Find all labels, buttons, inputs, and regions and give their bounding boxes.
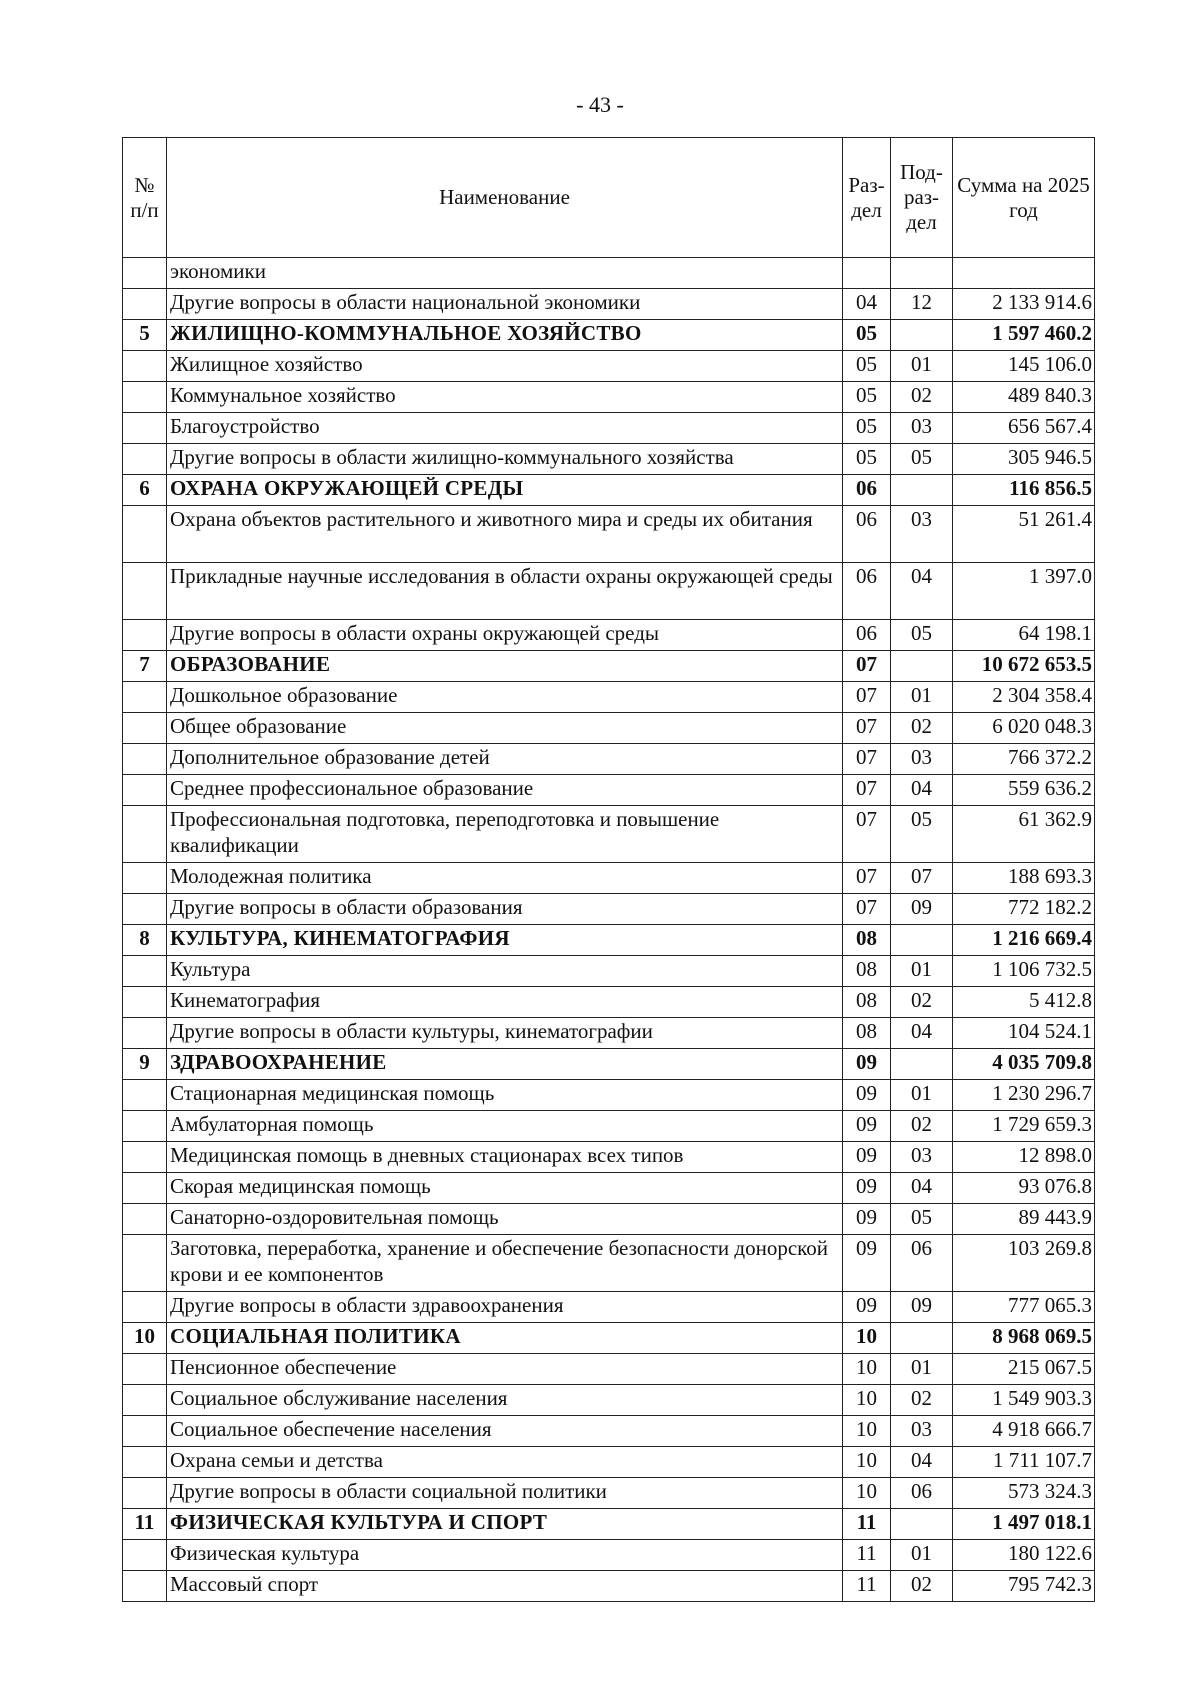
cell-name: Дополнительное образование детей	[167, 744, 843, 775]
cell-name: экономики	[167, 258, 843, 289]
section-row	[123, 1509, 1095, 1540]
table-row	[123, 806, 1095, 863]
cell-name: Социальное обеспечение населения	[167, 1416, 843, 1447]
cell-name: Охрана объектов растительного и животного мира и среды их обитания	[167, 506, 843, 563]
budget-table	[122, 137, 1095, 1602]
cell-razdel: 10	[843, 1385, 891, 1416]
cell-sum: 5 412.8	[953, 987, 1095, 1018]
cell-name: Социальное обслуживание населения	[167, 1385, 843, 1416]
cell-podrazdel: 05	[891, 620, 953, 651]
table-row	[123, 987, 1095, 1018]
cell-razdel	[843, 258, 891, 289]
cell-num	[123, 987, 167, 1018]
cell-num	[123, 258, 167, 289]
cell-name: Культура	[167, 956, 843, 987]
cell-podrazdel: 03	[891, 413, 953, 444]
cell-podrazdel: 09	[891, 894, 953, 925]
cell-podrazdel	[891, 1049, 953, 1080]
cell-razdel: 06	[843, 620, 891, 651]
cell-razdel: 09	[843, 1080, 891, 1111]
cell-podrazdel: 01	[891, 1080, 953, 1111]
table-row	[123, 1385, 1095, 1416]
table-row	[123, 289, 1095, 320]
cell-podrazdel	[891, 925, 953, 956]
cell-sum: 1 729 659.3	[953, 1111, 1095, 1142]
cell-razdel: 07	[843, 713, 891, 744]
cell-razdel: 04	[843, 289, 891, 320]
table-row	[123, 506, 1095, 563]
cell-sum: 1 216 669.4	[953, 925, 1095, 956]
table-header-row	[123, 138, 1095, 258]
table-row	[123, 894, 1095, 925]
cell-num	[123, 863, 167, 894]
section-row	[123, 1049, 1095, 1080]
cell-razdel: 10	[843, 1447, 891, 1478]
cell-name: Профессиональная подготовка, переподготовка и повышение квалификации	[167, 806, 843, 863]
header-sum: Сумма на 2025 год	[953, 138, 1095, 258]
cell-razdel: 06	[843, 475, 891, 506]
cell-name: Амбулаторная помощь	[167, 1111, 843, 1142]
cell-sum: 2 304 358.4	[953, 682, 1095, 713]
cell-name: ОХРАНА ОКРУЖАЮЩЕЙ СРЕДЫ	[167, 475, 843, 506]
cell-sum: 93 076.8	[953, 1173, 1095, 1204]
cell-name: Другие вопросы в области национальной экономики	[167, 289, 843, 320]
cell-name: Дошкольное образование	[167, 682, 843, 713]
cell-razdel: 07	[843, 775, 891, 806]
section-row	[123, 651, 1095, 682]
cell-name: Другие вопросы в области жилищно-коммунального хозяйства	[167, 444, 843, 475]
cell-podrazdel: 06	[891, 1478, 953, 1509]
cell-num	[123, 1416, 167, 1447]
cell-sum: 188 693.3	[953, 863, 1095, 894]
cell-num: 8	[123, 925, 167, 956]
cell-podrazdel: 12	[891, 289, 953, 320]
table-row	[123, 1416, 1095, 1447]
cell-podrazdel: 05	[891, 444, 953, 475]
cell-podrazdel: 01	[891, 1540, 953, 1571]
cell-podrazdel: 02	[891, 713, 953, 744]
cell-sum: 1 497 018.1	[953, 1509, 1095, 1540]
cell-num	[123, 713, 167, 744]
cell-sum: 10 672 653.5	[953, 651, 1095, 682]
cell-num	[123, 1354, 167, 1385]
table-row	[123, 1235, 1095, 1292]
cell-name: Жилищное хозяйство	[167, 351, 843, 382]
table-row	[123, 1018, 1095, 1049]
cell-name: ЖИЛИЩНО-КОММУНАЛЬНОЕ ХОЗЯЙСТВО	[167, 320, 843, 351]
cell-razdel: 07	[843, 894, 891, 925]
cell-podrazdel: 02	[891, 382, 953, 413]
cell-num: 11	[123, 1509, 167, 1540]
cell-num	[123, 1571, 167, 1602]
cell-podrazdel: 03	[891, 506, 953, 563]
cell-num	[123, 956, 167, 987]
cell-razdel: 10	[843, 1323, 891, 1354]
cell-name: ЗДРАВООХРАНЕНИЕ	[167, 1049, 843, 1080]
cell-sum: 116 856.5	[953, 475, 1095, 506]
cell-num	[123, 351, 167, 382]
cell-name: КУЛЬТУРА, КИНЕМАТОГРАФИЯ	[167, 925, 843, 956]
cell-podrazdel: 04	[891, 563, 953, 620]
cell-sum: 766 372.2	[953, 744, 1095, 775]
cell-sum: 51 261.4	[953, 506, 1095, 563]
section-row	[123, 1323, 1095, 1354]
table-row	[123, 1111, 1095, 1142]
cell-razdel: 08	[843, 925, 891, 956]
section-row	[123, 925, 1095, 956]
cell-sum: 772 182.2	[953, 894, 1095, 925]
table-row	[123, 1540, 1095, 1571]
table-row	[123, 1173, 1095, 1204]
table-row	[123, 620, 1095, 651]
cell-name: Другие вопросы в области охраны окружающей среды	[167, 620, 843, 651]
cell-sum: 2 133 914.6	[953, 289, 1095, 320]
cell-name: Молодежная политика	[167, 863, 843, 894]
table-row	[123, 744, 1095, 775]
cell-sum: 104 524.1	[953, 1018, 1095, 1049]
cell-num	[123, 1173, 167, 1204]
table-row	[123, 444, 1095, 475]
cell-razdel: 11	[843, 1571, 891, 1602]
cell-podrazdel: 02	[891, 987, 953, 1018]
cell-sum: 4 918 666.7	[953, 1416, 1095, 1447]
table-row	[123, 1571, 1095, 1602]
cell-num	[123, 1204, 167, 1235]
cell-podrazdel: 05	[891, 1204, 953, 1235]
cell-sum: 795 742.3	[953, 1571, 1095, 1602]
cell-name: Охрана семьи и детства	[167, 1447, 843, 1478]
cell-podrazdel	[891, 1323, 953, 1354]
cell-podrazdel: 07	[891, 863, 953, 894]
cell-name: Заготовка, переработка, хранение и обеспечение безопасности донорской крови и ее компонентов	[167, 1235, 843, 1292]
header-podrazdel: Под-раз-дел	[891, 138, 953, 258]
cell-razdel: 09	[843, 1142, 891, 1173]
cell-razdel: 06	[843, 506, 891, 563]
cell-podrazdel	[891, 320, 953, 351]
cell-num: 5	[123, 320, 167, 351]
cell-razdel: 09	[843, 1111, 891, 1142]
cell-num	[123, 413, 167, 444]
cell-podrazdel: 03	[891, 1142, 953, 1173]
table-row	[123, 1447, 1095, 1478]
cell-sum: 64 198.1	[953, 620, 1095, 651]
cell-podrazdel: 05	[891, 806, 953, 863]
cell-num	[123, 289, 167, 320]
cell-podrazdel	[891, 1509, 953, 1540]
table-row	[123, 1478, 1095, 1509]
cell-name: Кинематография	[167, 987, 843, 1018]
cell-sum: 103 269.8	[953, 1235, 1095, 1292]
cell-sum: 89 443.9	[953, 1204, 1095, 1235]
cell-sum: 1 397.0	[953, 563, 1095, 620]
cell-name: Физическая культура	[167, 1540, 843, 1571]
cell-num	[123, 1018, 167, 1049]
cell-razdel: 07	[843, 682, 891, 713]
cell-sum: 1 549 903.3	[953, 1385, 1095, 1416]
cell-num	[123, 1540, 167, 1571]
cell-name: ОБРАЗОВАНИЕ	[167, 651, 843, 682]
cell-name: Массовый спорт	[167, 1571, 843, 1602]
cell-razdel: 05	[843, 351, 891, 382]
cell-razdel: 09	[843, 1049, 891, 1080]
cell-podrazdel	[891, 258, 953, 289]
cell-razdel: 09	[843, 1292, 891, 1323]
cell-num: 10	[123, 1323, 167, 1354]
cell-sum: 777 065.3	[953, 1292, 1095, 1323]
cell-podrazdel: 04	[891, 1173, 953, 1204]
cell-razdel: 10	[843, 1354, 891, 1385]
cell-num: 6	[123, 475, 167, 506]
cell-num	[123, 775, 167, 806]
cell-razdel: 05	[843, 320, 891, 351]
cell-razdel: 08	[843, 987, 891, 1018]
cell-name: Среднее профессиональное образование	[167, 775, 843, 806]
cell-podrazdel: 09	[891, 1292, 953, 1323]
cell-num	[123, 620, 167, 651]
cell-sum: 656 567.4	[953, 413, 1095, 444]
table-row	[123, 563, 1095, 620]
table-row	[123, 351, 1095, 382]
cell-sum: 61 362.9	[953, 806, 1095, 863]
cell-razdel: 07	[843, 744, 891, 775]
page-number: - 43 -	[576, 92, 624, 117]
cell-num	[123, 506, 167, 563]
cell-sum: 305 946.5	[953, 444, 1095, 475]
cell-sum: 4 035 709.8	[953, 1049, 1095, 1080]
cell-name: СОЦИАЛЬНАЯ ПОЛИТИКА	[167, 1323, 843, 1354]
cell-name: Другие вопросы в области здравоохранения	[167, 1292, 843, 1323]
cell-razdel: 09	[843, 1235, 891, 1292]
cell-podrazdel: 04	[891, 775, 953, 806]
cell-sum	[953, 258, 1095, 289]
cell-podrazdel: 03	[891, 744, 953, 775]
cell-podrazdel: 01	[891, 956, 953, 987]
table-row	[123, 863, 1095, 894]
cell-razdel: 08	[843, 1018, 891, 1049]
cell-sum: 559 636.2	[953, 775, 1095, 806]
cell-num	[123, 563, 167, 620]
cell-sum: 1 597 460.2	[953, 320, 1095, 351]
cell-sum: 1 106 732.5	[953, 956, 1095, 987]
cell-podrazdel: 04	[891, 1018, 953, 1049]
cell-sum: 215 067.5	[953, 1354, 1095, 1385]
cell-sum: 573 324.3	[953, 1478, 1095, 1509]
cell-name: Скорая медицинская помощь	[167, 1173, 843, 1204]
header-razdel: Раз-дел	[843, 138, 891, 258]
table-row	[123, 1204, 1095, 1235]
cell-name: Пенсионное обеспечение	[167, 1354, 843, 1385]
cell-podrazdel: 06	[891, 1235, 953, 1292]
cell-sum: 1 230 296.7	[953, 1080, 1095, 1111]
cell-sum: 145 106.0	[953, 351, 1095, 382]
cell-sum: 1 711 107.7	[953, 1447, 1095, 1478]
table-row	[123, 713, 1095, 744]
cell-razdel: 05	[843, 382, 891, 413]
cell-podrazdel: 01	[891, 1354, 953, 1385]
cell-podrazdel	[891, 651, 953, 682]
cell-num	[123, 1292, 167, 1323]
table-row	[123, 682, 1095, 713]
cell-num	[123, 1111, 167, 1142]
cell-name: Прикладные научные исследования в области охраны окружающей среды	[167, 563, 843, 620]
table-row	[123, 956, 1095, 987]
cell-name: Другие вопросы в области социальной политики	[167, 1478, 843, 1509]
cell-num: 7	[123, 651, 167, 682]
cell-razdel: 11	[843, 1509, 891, 1540]
cell-razdel: 05	[843, 444, 891, 475]
cell-sum: 6 020 048.3	[953, 713, 1095, 744]
table-row	[123, 1142, 1095, 1173]
cell-num: 9	[123, 1049, 167, 1080]
cell-num	[123, 1142, 167, 1173]
cell-name: Стационарная медицинская помощь	[167, 1080, 843, 1111]
cell-razdel: 07	[843, 863, 891, 894]
header-num: № п/п	[123, 138, 167, 258]
cell-razdel: 10	[843, 1416, 891, 1447]
cell-podrazdel: 03	[891, 1416, 953, 1447]
cell-num	[123, 682, 167, 713]
table-row	[123, 1292, 1095, 1323]
cell-sum: 180 122.6	[953, 1540, 1095, 1571]
cell-sum: 12 898.0	[953, 1142, 1095, 1173]
cell-razdel: 06	[843, 563, 891, 620]
cell-podrazdel: 02	[891, 1385, 953, 1416]
cell-name: ФИЗИЧЕСКАЯ КУЛЬТУРА И СПОРТ	[167, 1509, 843, 1540]
cell-podrazdel: 01	[891, 682, 953, 713]
cell-podrazdel: 02	[891, 1571, 953, 1602]
cell-num	[123, 382, 167, 413]
table-row	[123, 382, 1095, 413]
cell-sum: 489 840.3	[953, 382, 1095, 413]
cell-num	[123, 806, 167, 863]
cell-sum: 8 968 069.5	[953, 1323, 1095, 1354]
table-row	[123, 258, 1095, 289]
cell-razdel: 08	[843, 956, 891, 987]
cell-name: Другие вопросы в области образования	[167, 894, 843, 925]
cell-razdel: 11	[843, 1540, 891, 1571]
cell-name: Санаторно-оздоровительная помощь	[167, 1204, 843, 1235]
cell-name: Коммунальное хозяйство	[167, 382, 843, 413]
cell-num	[123, 1235, 167, 1292]
cell-razdel: 07	[843, 651, 891, 682]
table-row	[123, 775, 1095, 806]
table-body	[123, 258, 1095, 1602]
cell-num	[123, 1447, 167, 1478]
cell-num	[123, 744, 167, 775]
table-row	[123, 413, 1095, 444]
cell-name: Другие вопросы в области культуры, кинематографии	[167, 1018, 843, 1049]
header-name: Наименование	[167, 138, 843, 258]
cell-podrazdel: 04	[891, 1447, 953, 1478]
cell-razdel: 05	[843, 413, 891, 444]
cell-razdel: 07	[843, 806, 891, 863]
cell-razdel: 09	[843, 1204, 891, 1235]
cell-podrazdel: 01	[891, 351, 953, 382]
cell-name: Общее образование	[167, 713, 843, 744]
cell-name: Благоустройство	[167, 413, 843, 444]
cell-name: Медицинская помощь в дневных стационарах всех типов	[167, 1142, 843, 1173]
section-row	[123, 320, 1095, 351]
cell-num	[123, 444, 167, 475]
table-row	[123, 1354, 1095, 1385]
table-row	[123, 1080, 1095, 1111]
cell-podrazdel: 02	[891, 1111, 953, 1142]
section-row	[123, 475, 1095, 506]
cell-num	[123, 1080, 167, 1111]
cell-razdel: 09	[843, 1173, 891, 1204]
cell-num	[123, 894, 167, 925]
cell-razdel: 10	[843, 1478, 891, 1509]
cell-num	[123, 1385, 167, 1416]
cell-num	[123, 1478, 167, 1509]
cell-podrazdel	[891, 475, 953, 506]
